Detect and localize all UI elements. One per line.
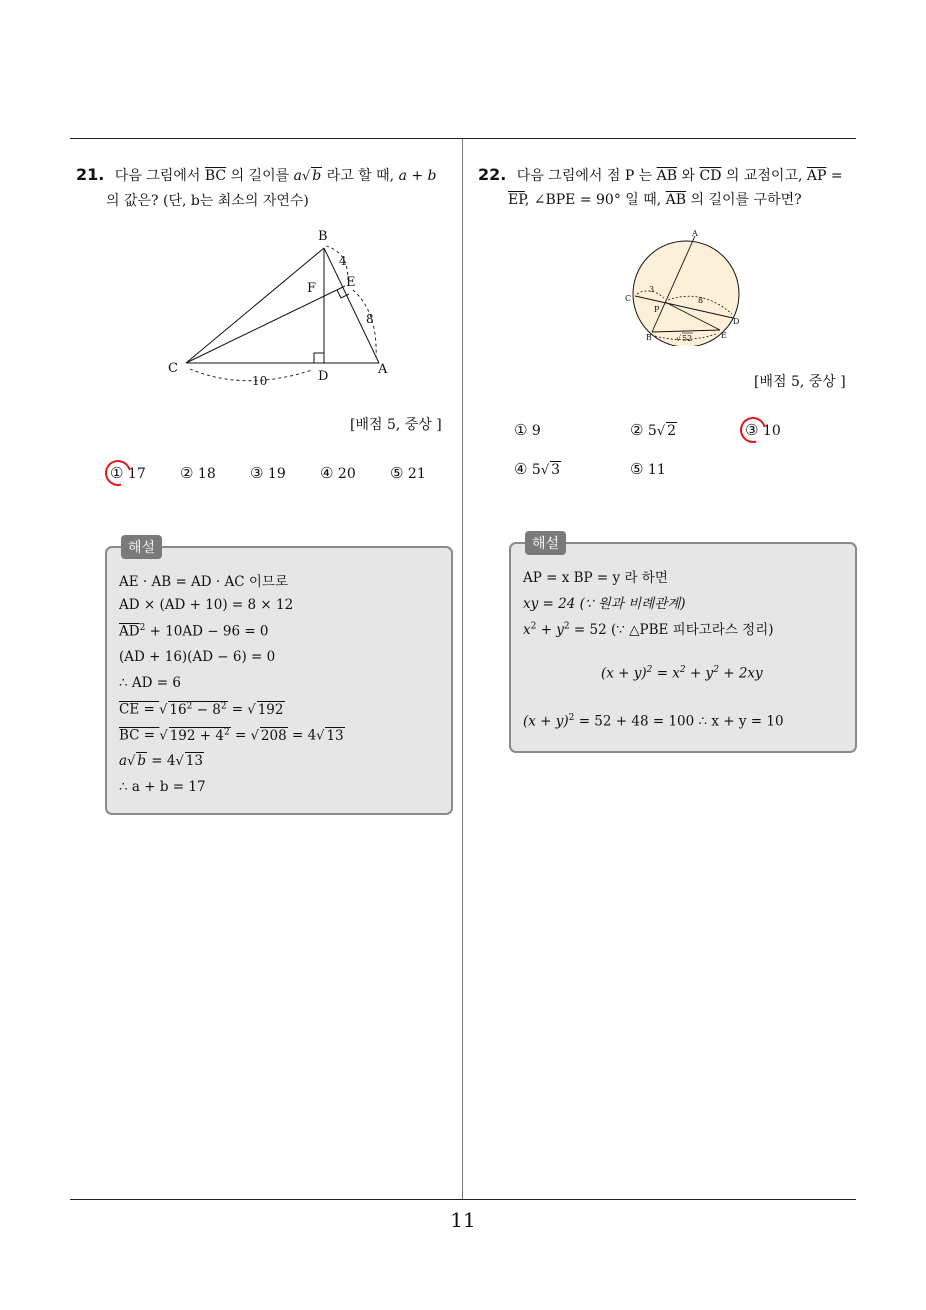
q22-sol-line-5 [523,713,784,730]
arc-10 [190,369,312,381]
q21-sol-line-7 [119,727,345,744]
column-divider [462,139,463,1200]
q21-sol-line-3 [119,623,269,640]
sol-text: − 8 [192,701,221,718]
sol-sup: 2 [563,621,570,632]
sqrt-symbol: √ [159,702,168,718]
sol-text: 13 [185,753,203,769]
sol-sup: 2 [186,701,193,711]
q22-text: 다음 그림에서 점 P 는 [516,168,653,184]
sqrt-symbol: √ [316,728,325,744]
label-e: E [346,275,356,290]
length-4: 4 [339,254,347,268]
label-b: B [646,333,652,342]
q22-question [478,163,863,212]
sqrt-symbol: √ [175,754,184,769]
choice-number: ④ [514,460,528,478]
choice-value: 5 [647,423,657,439]
q21-sol-line-5: ∴ AD = 6 [119,675,181,691]
choice-value: 10 [762,423,781,439]
q21-apb: a + b [398,168,437,184]
sqrt-content [169,727,231,744]
sol-text: b [137,753,147,769]
label-e: E [721,331,727,340]
sol-text: + y [536,622,564,638]
q21-text: 다음 그림에서 [114,168,201,184]
q21-sol-line-4: (AD + 16)(AD − 6) = 0 [119,649,276,665]
sqrt-symbol: √ [250,728,259,744]
q22-number: 22. [478,165,507,184]
q21-choice-3[interactable] [250,464,286,482]
q21-b: b [312,168,322,184]
choice-value: 5 [531,462,541,478]
sol-text: = 4 [287,727,317,744]
q21-a: a [293,168,302,184]
bottom-rule [70,1199,856,1200]
q22-ab: $\overline{AB}$ [665,192,687,208]
q21-sol-line-6 [119,701,285,718]
choice-value: 11 [647,462,666,478]
sol-text: CE = [119,701,160,718]
q21-score: [배점 5, 중상 ] [350,417,442,433]
q22-sol-line-2: xy = 24 (∵ 원과 비례관계) [523,596,686,612]
choice-number: ② [630,421,644,439]
q21-text: 의 길이를 [230,168,290,184]
q22-text: , ∠BPE = 90° 일 때, [524,192,662,208]
sol-text: BC = [119,727,160,744]
length-10: 10 [252,374,268,388]
choice-number: ⑤ [630,460,644,478]
choice-value: 19 [267,466,286,482]
q22-choice-1[interactable] [514,421,541,439]
solution-tag: 해설 [121,535,162,559]
sol-text: (x + y) [601,665,647,682]
label-a: A [692,229,698,238]
q22-sol-line-3 [523,618,774,638]
q21-sol-line-9: ∴ a + b = 17 [119,779,206,795]
sol-text: 13 [326,727,344,744]
label-f: F [307,281,317,296]
q21-solution-box [105,540,453,815]
label-p: P [654,305,660,314]
q22-choice-2[interactable] [630,421,677,439]
label-b: B [318,229,328,244]
sol-text: = [230,727,251,744]
sqrt-symbol: √ [676,334,682,343]
sol-sup: 2 [139,623,146,633]
sol-text: a [119,753,128,769]
q22-score: [배점 5, 중상 ] [754,374,846,390]
sol-sup: 2 [646,665,653,675]
sol-text: 208 [260,727,287,744]
sqrt-content [168,701,227,718]
q21-choice-2[interactable] [180,464,216,482]
label-a: A [378,362,388,377]
q22-text: 의 길이를 구하면? [690,192,802,208]
sol-text: + 2xy [718,665,763,682]
sol-text: 192 [257,701,284,718]
q21-line1 [76,163,461,189]
label-d: D [318,369,329,384]
label-c: C [625,294,632,303]
length-r52: 52 [682,334,693,343]
segment-ba [324,248,379,363]
segment-cb [186,248,324,363]
sqrt-symbol: √ [540,463,550,478]
q22-figure [620,226,750,346]
sol-sup: 2 [223,727,230,737]
answer-mark [735,412,771,448]
q21-line2: 의 값은? (단, b는 최소의 자연수) [106,193,309,209]
q22-ab: $\overline{AB}$ [656,168,678,184]
q21-sol-line-1: AE · AB = AD · AC 이므로 [119,574,288,590]
sol-text: x [523,622,531,638]
q22-choice-4[interactable] [514,460,561,478]
sqrt-symbol: √ [301,169,311,184]
q22-cd: $\overline{CD}$ [699,168,722,184]
choice-number: ① [514,421,528,439]
q22-ep: $\overline{EP}$ [508,192,525,208]
q21-text: 라고 할 때, [326,168,395,184]
q22-line2 [478,188,863,212]
page-number: 11 [450,1208,476,1232]
q21-number: 21. [76,165,105,184]
sol-text: $\overline{AD}$ [119,623,140,640]
sol-text: = [227,701,248,718]
q21-choice-5[interactable] [390,464,426,482]
sol-sup: 2 [568,713,575,723]
q22-text: 의 교점이고, [725,168,803,184]
choice-value: 21 [407,466,426,482]
q21-choice-4[interactable] [320,464,356,482]
sol-sup: 2 [679,665,686,675]
label-d: D [733,317,740,326]
answer-mark [100,455,136,491]
sol-text: 16 [169,701,187,718]
solution-tag: 해설 [525,531,566,555]
sol-sup: 2 [713,665,719,675]
sol-text: + 10AD − 96 = 0 [145,623,269,640]
q22-choice-5[interactable] [630,460,666,478]
label-c: C [168,361,178,376]
length-8: 8 [366,312,374,326]
q21-figure [160,222,400,392]
q21-sol-line-8 [119,753,204,769]
q22-eq: = [830,168,843,184]
sol-text: = 52 (∵ △PBE 피타고라스 정리) [569,622,774,638]
choice-number: ⑤ [390,464,404,482]
choice-root: 3 [551,462,561,478]
sqrt-symbol: √ [656,424,666,439]
length-3: 3 [649,285,655,294]
q22-text: 와 [681,168,696,184]
length-8: 8 [698,296,704,305]
q22-sol-line-1: AP = x BP = y 라 하면 [523,570,668,586]
choice-value: 20 [337,466,356,482]
choice-value: 17 [127,466,146,482]
q22-line1 [478,163,863,188]
top-rule [70,138,856,139]
choice-number: ② [180,464,194,482]
segment-ce [186,286,345,363]
q21-question [76,163,461,213]
choice-number: ③ [250,464,264,482]
choice-number: ③ [745,421,759,439]
q21-choice-1[interactable] [110,464,146,482]
sol-sup: 2 [220,701,227,711]
sqrt-symbol: √ [159,728,168,744]
sqrt-symbol: √ [247,702,256,718]
sol-text: 192 + 4 [169,727,224,744]
choice-value: 9 [531,423,541,439]
sol-text: = 4 [147,753,176,769]
q21-bc: $\overline{BC}$ [204,168,227,184]
sol-text: = 52 + 48 = 100 ∴ x + y = 10 [574,713,784,730]
sol-text: + y [685,665,714,682]
choice-root: 2 [667,423,677,439]
right-angle-d [314,353,324,363]
choice-number: ④ [320,464,334,482]
choice-value: 18 [197,466,216,482]
q22-ap: $\overline{AP}$ [806,168,827,184]
sqrt-symbol: √ [127,754,136,769]
sol-text: (x + y) [523,713,569,730]
q22-solution-box [509,536,857,753]
q21-sol-line-2: AD × (AD + 10) = 8 × 12 [119,597,294,613]
sol-text: = x [652,665,680,682]
q22-choice-3[interactable] [745,421,781,439]
choice-number: ① [110,464,124,482]
sol-sup: 2 [530,621,537,632]
q22-sol-line-4 [601,665,763,682]
